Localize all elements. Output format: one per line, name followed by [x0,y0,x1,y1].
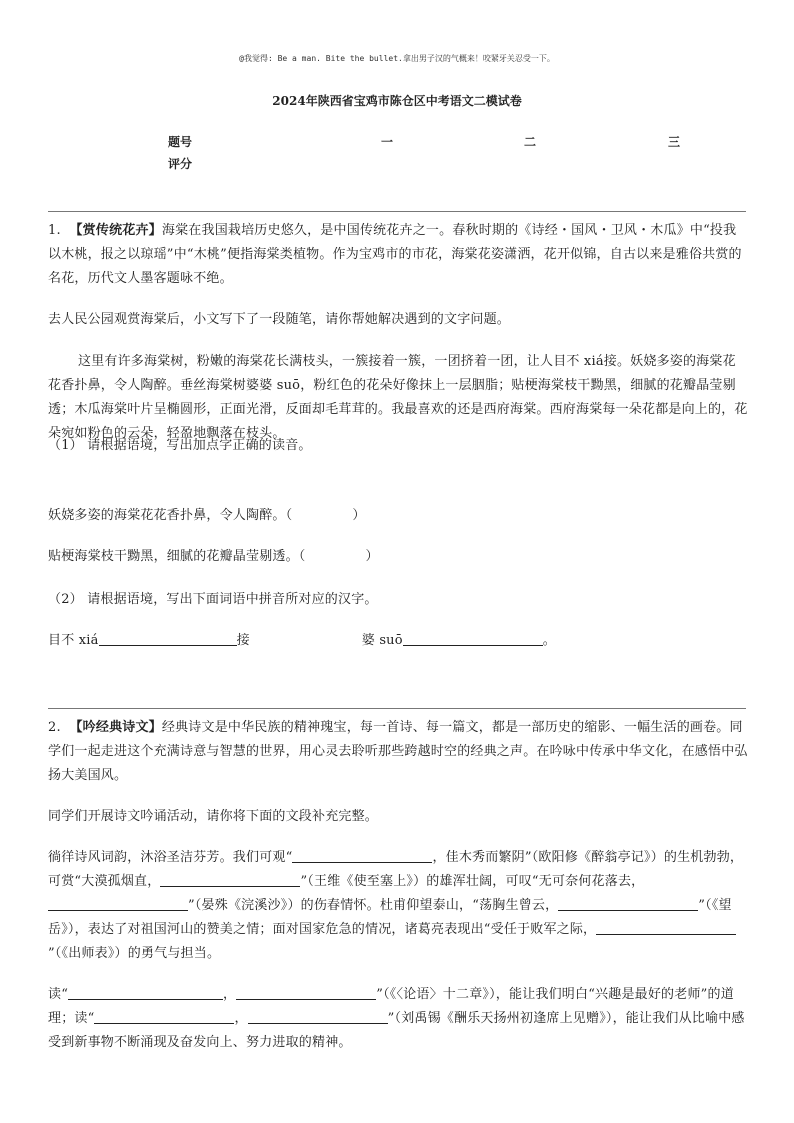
column-one: 一 [381,135,394,149]
q2-p1-d: ”（晏殊《浣溪沙》）的伤春情怀。杜甫仰望泰山，“荡胸生曾云， [188,898,559,913]
q2-paragraph-2 [48,983,748,1055]
q2-intro [48,716,748,788]
answer-blank[interactable] [48,896,188,911]
q1-passage-text: 这里有许多海棠树，粉嫩的海棠花长满枝头，一簇接着一簇，一团挤着一团，让人目不 xiá接。妖娆多姿的海棠花花香扑鼻，令人陶醉。垂丝海棠树婆婆 suō，粉红色的花朵好像抹上一层胭脂；贴梗海棠枝干黝黑，细腻的花瓣晶莹剔透；木瓜海棠叶片呈椭圆形，正面光滑，反面却毛茸茸的。我最喜欢的还是西府海棠。西府海棠每一朵花都是向上的，花朵宛如粉色的云朵，轻盈地飘落在枝头。 [48,354,748,441]
close-paren: ） [352,508,366,523]
q2-p2-a: 读“ [48,987,69,1002]
section-divider [48,211,746,212]
q1-intro-text: 海棠在我国栽培历史悠久，是中国传统花卉之一。春秋时期的《诗经・国风・卫风・木瓜》中“投我以木桃，报之以琼瑶”中“木桃”便指海棠类植物。作为宝鸡市的市花，海棠花姿潇洒，花开似锦，自古以来是雅俗共赏的名花，历代文人墨客题咏不绝。 [48,223,742,286]
q1-sub1-line1-text: 妖娆多姿的海棠花花香扑鼻，令人陶醉。（ [48,508,293,523]
answer-blank[interactable] [68,985,223,1000]
answer-blank[interactable] [403,631,543,646]
answer-blank[interactable] [558,896,698,911]
q2-p2-sep-2: ， [234,1011,248,1026]
score-table-row-score [168,155,698,177]
q2-number: 2. [48,720,61,735]
q1-instruction: 去人民公园观赏海棠后，小文写下了一段随笔，请你帮她解决遇到的文字问题。 [48,312,511,327]
answer-blank[interactable] [292,848,432,863]
q1-passage [48,350,748,446]
score-table-row-question [168,133,698,155]
answer-blank[interactable] [160,872,300,887]
q1-sub2-line [48,629,748,653]
q1-number: 1. [48,223,61,238]
q2-tag: 【吟经典诗文】 [69,720,162,735]
label-question-number: 题号 [168,135,193,149]
q1-sub1-line2 [48,545,748,569]
label-score: 评分 [168,157,193,171]
q1-tag: 【赏传统花卉】 [69,223,162,238]
answer-blank[interactable] [99,631,237,646]
q2-p2-sep: ， [223,987,237,1002]
answer-blank[interactable] [236,985,376,1000]
q1-intro [48,219,748,291]
q1-sub2-b-suffix: 。 [542,633,556,648]
page-title: 2024年陕西省宝鸡市陈仓区中考语文二模试卷 [272,94,522,108]
q2-p1-a: 徜徉诗风词韵，沐浴圣洁芬芳。我们可观“ [48,850,293,865]
answer-blank[interactable] [94,1009,234,1024]
q2-p1-f: ”（《出师表》）的勇气与担当。 [48,946,221,961]
section-divider [48,708,746,709]
score-table [168,133,698,177]
column-two: 二 [524,135,537,149]
q2-p1-c: ”（王维《使至塞上》）的雄浑壮阔，可叹“无可奈何花落去， [300,874,645,889]
q2-instruction: 同学们开展诗文吟诵活动，请你将下面的文段补充完整。 [48,809,379,824]
q2-p1-e: ”（《望岳》），表达了对祖国河山的赞美之情；面对国家危急的情况，诸葛亮表现出“受任于败军之际， [48,898,732,937]
q2-p1-b: ，佳木秀而繁阴”（欧阳修《醉翁亭记》）的生机勃勃，可赏“大漠孤烟直， [48,850,744,889]
q1-sub2-prompt: （2） 请根据语境，写出下面词语中拼音所对应的汉字。 [48,592,378,607]
header-note: @我觉得: Be a man. Bite the bullet.拿出男子汉的气概来！咬紧牙关忍受一下。 [239,54,555,63]
q1-sub2-a-suffix: 接 [236,633,250,648]
close-paren: ） [365,549,379,564]
q1-sub1-prompt: （1） 请根据语境，写出加点字正确的读音。 [48,438,312,453]
q2-p2-c: ”（刘禹锡《酬乐天扬州初逢席上见赠》），能让我们从比喻中感受到新事物不断涌现及奋发向上、努力进取的精神。 [48,1011,745,1050]
q2-intro-text: 经典诗文是中华民族的精神瑰宝，每一首诗、每一篇文，都是一部历史的缩影、一幅生活的画卷。同学们一起走进这个充满诗意与智慧的世界，用心灵去聆听那些跨越时空的经典之声。在吟咏中传承中华文化，在感悟中弘扬大美国风。 [48,720,748,783]
q2-paragraph-1 [48,846,748,966]
q1-sub1-line1 [48,504,748,528]
q1-sub2-b-prefix: 婆 suō [361,633,403,648]
q2-p2-b: ”（《〈论语〉十二章》），能让我们明白“兴趣是最好的老师”的道理；读“ [48,987,734,1026]
q1-sub2-a-prefix: 目不 xiá [48,633,99,648]
answer-blank[interactable] [596,920,736,935]
column-three: 三 [668,135,681,149]
answer-blank[interactable] [248,1009,388,1024]
q1-sub1-line2-text: 贴梗海棠枝干黝黑，细腻的花瓣晶莹剔透。（ [48,549,306,564]
